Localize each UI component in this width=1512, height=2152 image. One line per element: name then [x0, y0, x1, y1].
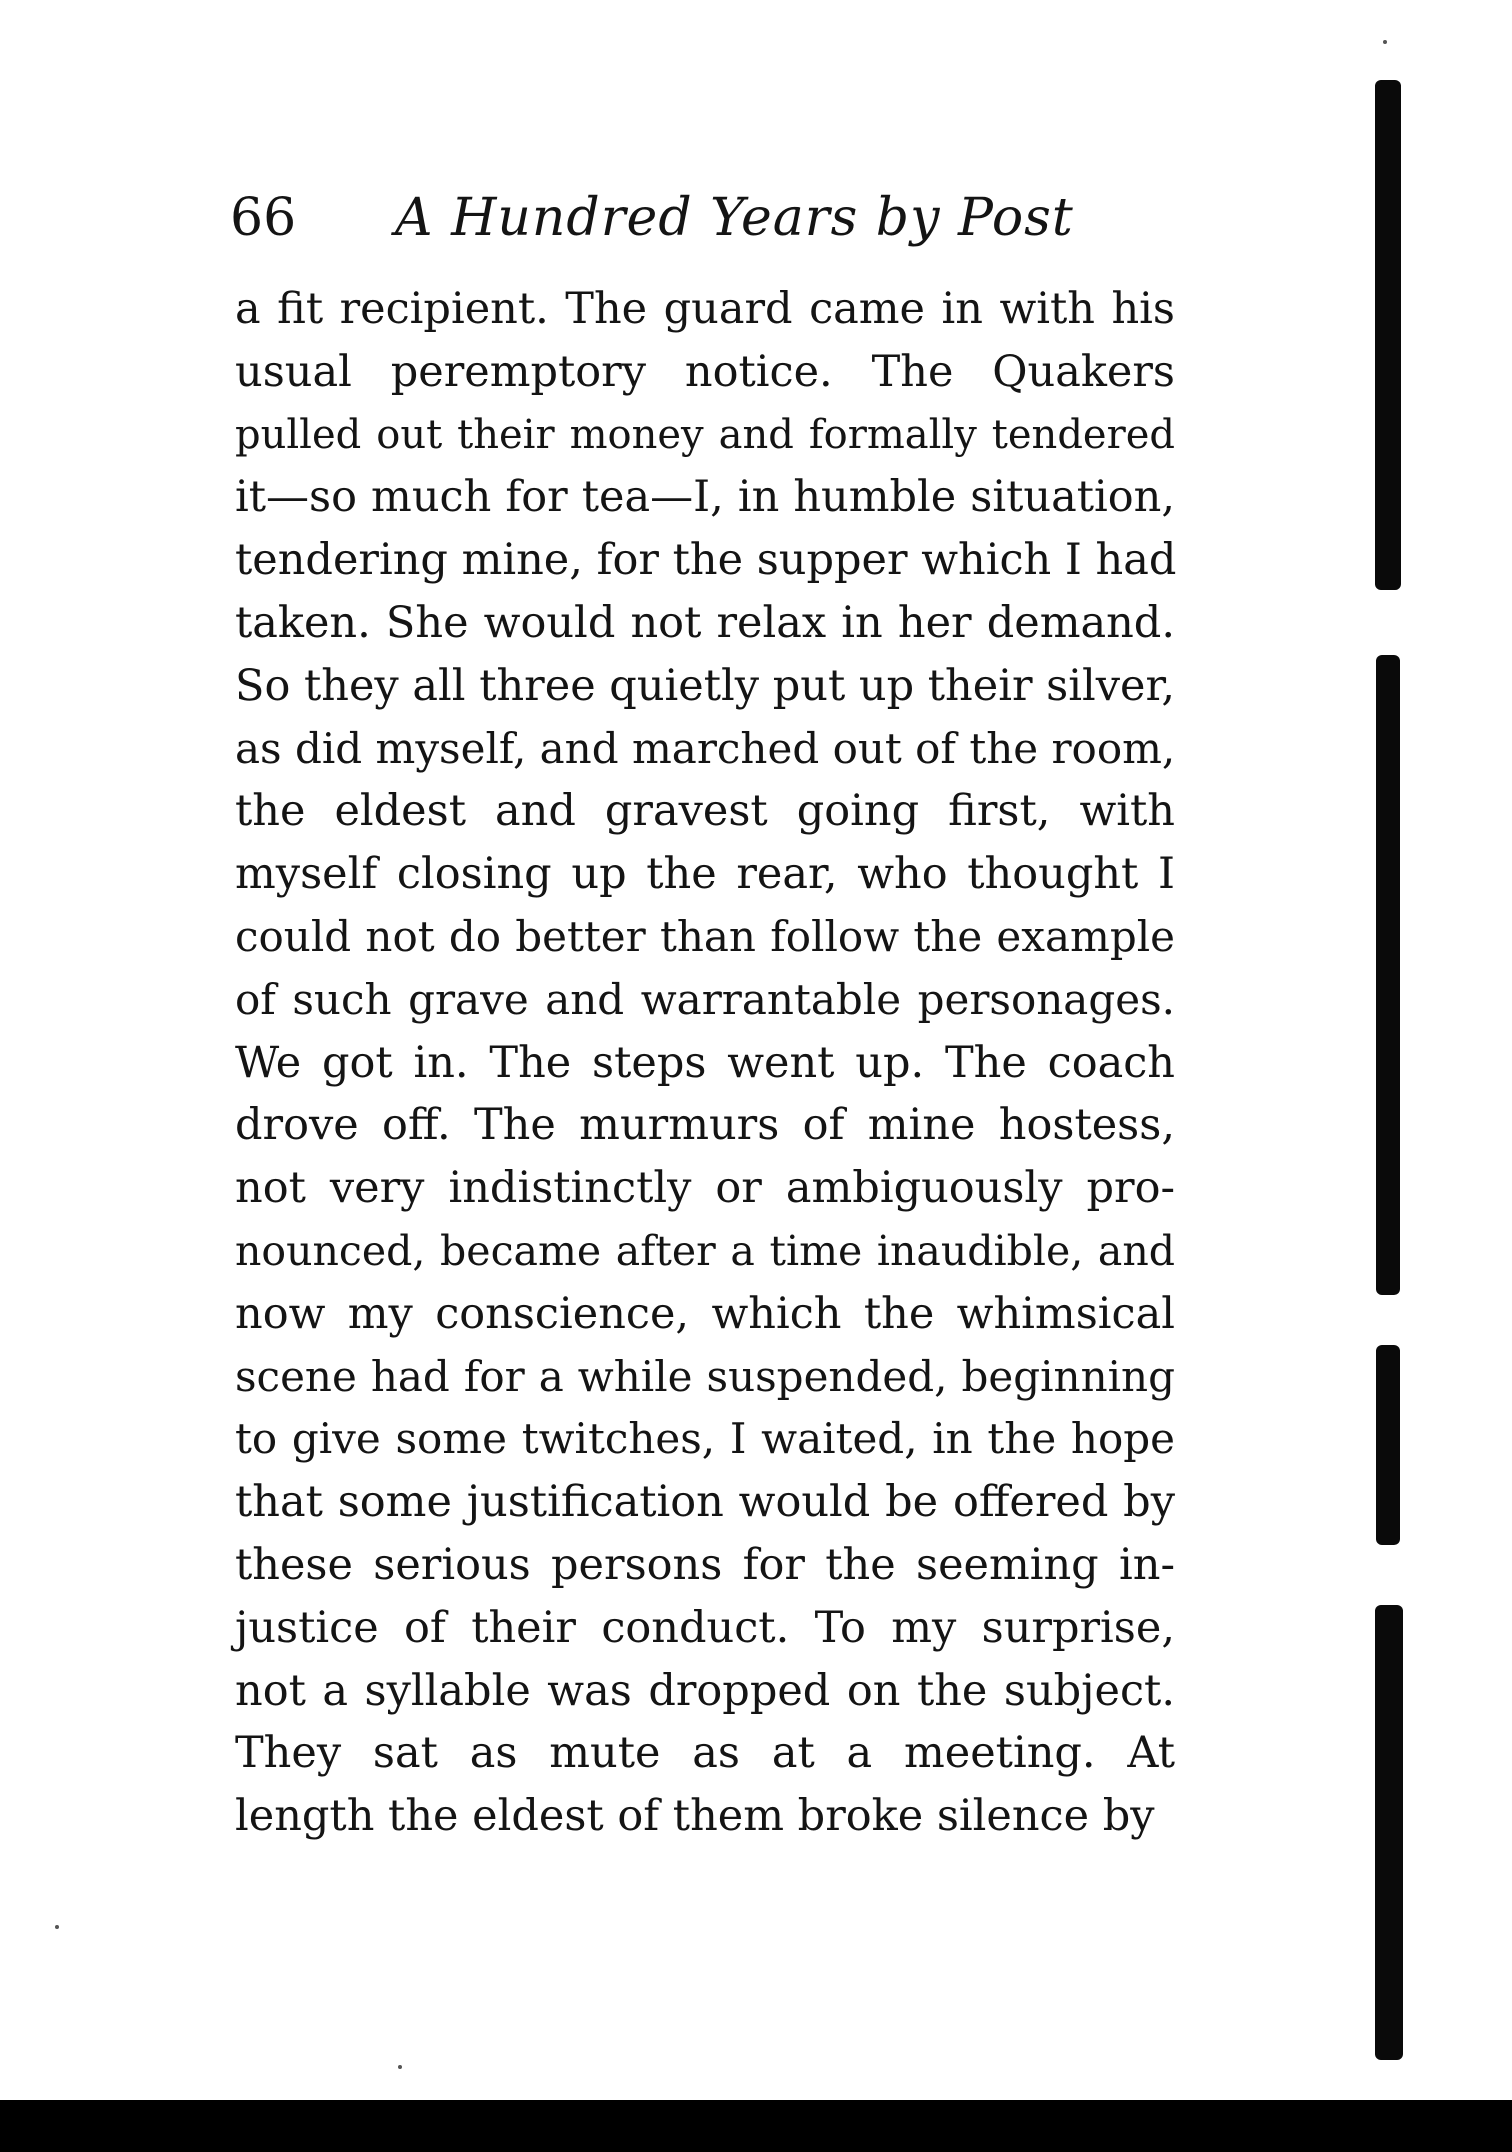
scan-speck	[1383, 40, 1387, 44]
text-line: of such grave and warrantable personages.	[235, 974, 1175, 1024]
scan-speck	[55, 1925, 59, 1929]
text-line: a fit recipient. The guard came in with his	[235, 284, 1175, 334]
scan-edge-mark	[1376, 655, 1400, 1295]
scan-speck	[398, 2065, 402, 2069]
text-line: not very indistinctly or ambiguously pro-	[235, 1163, 1175, 1214]
body-text	[235, 278, 1175, 1848]
text-line: it—so much for tea—I, in humble situation,	[235, 472, 1175, 523]
text-line: length the eldest of them broke silence by	[235, 1791, 1155, 1842]
text-line: nounced, became after a time inaudible, and	[235, 1226, 1175, 1275]
text-line: So they all three quietly put up their silver,	[235, 660, 1175, 711]
running-title: A Hundred Years by Post	[395, 188, 1074, 248]
text-line: the eldest and gravest going first, with	[235, 786, 1175, 837]
page-number: 66	[230, 188, 297, 248]
text-line: We got in. The steps went up. The coach	[235, 1037, 1175, 1088]
scan-bottom-edge	[0, 2100, 1512, 2152]
text-line: pulled out their money and formally tendered	[235, 411, 1175, 458]
text-line: tendering mine, for the supper which I had	[235, 535, 1177, 586]
text-line: drove off. The murmurs of mine hostess,	[235, 1100, 1175, 1151]
text-line: myself closing up the rear, who thought I	[235, 849, 1175, 900]
text-line: not a syllable was dropped on the subject.	[235, 1665, 1175, 1716]
text-line: justice of their conduct. To my surprise,	[235, 1602, 1175, 1653]
scan-edge-mark	[1375, 80, 1401, 590]
text-line: that some justification would be offered by	[235, 1477, 1175, 1528]
text-line: these serious persons for the seeming in-	[235, 1539, 1175, 1590]
text-line: They sat as mute as at a meeting. At	[235, 1728, 1175, 1779]
text-line: to give some twitches, I waited, in the hope	[235, 1414, 1175, 1464]
text-line: as did myself, and marched out of the room,	[235, 723, 1176, 773]
text-line: could not do better than follow the example	[235, 911, 1175, 961]
text-line: now my conscience, which the whimsical	[235, 1288, 1175, 1339]
page-header	[0, 183, 1512, 253]
text-line: usual peremptory notice. The Quakers	[235, 346, 1175, 397]
text-line: taken. She would not relax in her demand.	[235, 597, 1175, 648]
scan-edge-mark	[1376, 1345, 1400, 1545]
scan-edge-mark	[1375, 1605, 1403, 2060]
text-line: scene had for a while suspended, beginning	[235, 1351, 1175, 1401]
